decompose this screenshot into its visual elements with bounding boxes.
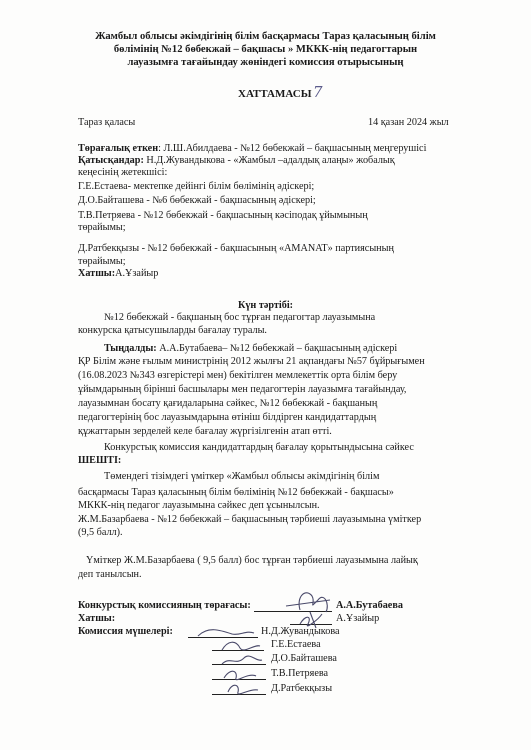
member-name: Д.О.Байташева	[271, 653, 337, 664]
final-line-2: деп танылсын.	[78, 569, 142, 580]
listened-line-6: педагогтерінің бос лауазымдарына өтініш білдірген кандидаттардың	[78, 412, 377, 423]
member-3-signature-scribble	[222, 656, 262, 664]
member-name: Т.В.Петряева	[271, 668, 329, 679]
secretary-signature-scribble	[300, 612, 322, 628]
chair-signature-scribble	[286, 593, 330, 612]
decision-line-4: Ж.М.Базарбаева - №12 бөбекжай – бақшасының тәрбиеші лауазымына үміткер	[78, 514, 422, 525]
agenda-line-2: конкурска қатысушыларды бағалау туралы.	[78, 325, 267, 336]
chair-signature-label: Конкурстық комиссияның төрағасы:	[78, 600, 251, 611]
secretary-label: Хатшы:	[78, 268, 116, 279]
member-5-signature-scribble	[228, 685, 258, 694]
chair-label: Төрағалық еткен	[78, 143, 159, 154]
header-line-2: бөлімінің №12 бөбекжай – бақшасы » МККК-нің педагогтарын	[113, 44, 418, 55]
date: 14 қазан 2024 жыл	[368, 117, 449, 128]
protocol-number: 7	[313, 83, 323, 101]
member-name: Н.Д.Жувандыкова	[261, 626, 340, 637]
members-label: Комиссия мүшелері:	[78, 626, 173, 637]
attendee-4-cont: төрайымы;	[78, 222, 126, 233]
listened-line-5: лауазымнан босату қағидаларына сәйкес, №12 бөбекжай - бақшаның	[78, 398, 378, 409]
decision-line-3: МККК-нің педагог лауазымына сәйкес деп ұсынылсын.	[78, 500, 320, 511]
protocol-title: ХАТТАМАСЫ	[238, 88, 312, 100]
decision-label: ШЕШТІ:	[78, 455, 122, 466]
final-line-1: Үміткер Ж.М.Базарбаева ( 9,5 балл) бос тұрған тәрбиеші лауазымына лайық	[86, 555, 418, 566]
attendee-5: Д.Ратбекқызы - №12 бөбекжай - бақшасының «AMANAT» партиясының	[78, 243, 394, 254]
member-1-signature-scribble	[198, 630, 254, 636]
member-name: Д.Ратбекқызы	[271, 683, 333, 694]
attendee-3: Д.О.Байташева - №6 бөбекжай - бақшасының әдіскері;	[78, 195, 316, 206]
attendees-label: Қатысқандар:	[78, 155, 144, 166]
listened-line-8: Конкурстық комиссия кандидаттардың бағалау қорытындысына сәйкес	[104, 442, 414, 453]
header-line-3: лауазымға тағайындау жөніндегі комиссия отырысының	[127, 57, 404, 68]
city: Тараз қаласы	[78, 117, 136, 128]
attendee-5-cont: төрайымы;	[78, 256, 126, 267]
chair-signature-name: А.А.Бутабаева	[336, 600, 403, 611]
agenda-line-1: №12 бөбекжай - бақшаның бос тұрған педагогтар лауазымына	[104, 312, 376, 323]
secretary-signature-label: Хатшы:	[78, 613, 116, 624]
chair-text: : Л.Ш.Абилдаева - №12 бөбекжай – бақшасының меңгерушісі	[158, 143, 427, 154]
listened-line-4: ұйымдарының бірінші басшылары мен педагогтерін лауазымға тағайындау,	[78, 384, 407, 395]
secretary-value: А.Ұзайыр	[115, 268, 159, 279]
listened-line-3: (16.08.2023 №343 өзгерістері мен) бекітілген мемлекеттік орта білім беру	[78, 370, 398, 381]
secretary-signature-name: А.Ұзайыр	[336, 613, 380, 624]
attendee-2: Г.Е.Естаева- мектепке дейінгі білім бөлімінің әдіскері;	[78, 181, 315, 192]
decision-line-2: басқармасы Тараз қаласының білім бөлімінің №12 бөбекжай - бақшасы»	[78, 487, 394, 498]
attendee-4: Т.В.Петряева - №12 бөбекжай - бақшасының кәсіподақ ұйымының	[78, 210, 368, 221]
header-line-1: Жамбыл облысы әкімдігінің білім басқармасы Тараз қаласының білім	[95, 31, 436, 42]
attendee-1: Н.Д.Жувандыкова - «Жамбыл –адалдық алаңы» жобалық	[143, 155, 395, 166]
member-2-signature-scribble	[222, 642, 260, 650]
listened-speaker: А.А.Бутабаева– №12 бөбекжай – бақшасының әдіскері	[156, 343, 398, 354]
agenda-title: Күн тәртібі:	[237, 300, 294, 311]
decision-line-1: Төмендегі тізімдегі үміткер «Жамбыл облысы әкімдігінің білім	[104, 471, 380, 482]
listened-label: Тыңдалды:	[104, 343, 157, 354]
attendee-1-cont: кеңесінің жетекшісі:	[78, 167, 168, 178]
listened-line-7: құжаттарын зерделей келе бағалау жүргізілгенін атап өтті.	[78, 426, 332, 437]
decision-line-5: (9,5 балл).	[78, 527, 123, 538]
listened-line-2: ҚР Білім және ғылым министрінің 2012 жылғы 21 ақпандағы №57 бұйрығымен	[78, 356, 425, 367]
member-4-signature-scribble	[224, 671, 256, 679]
member-name: Г.Е.Естаева	[271, 639, 321, 650]
